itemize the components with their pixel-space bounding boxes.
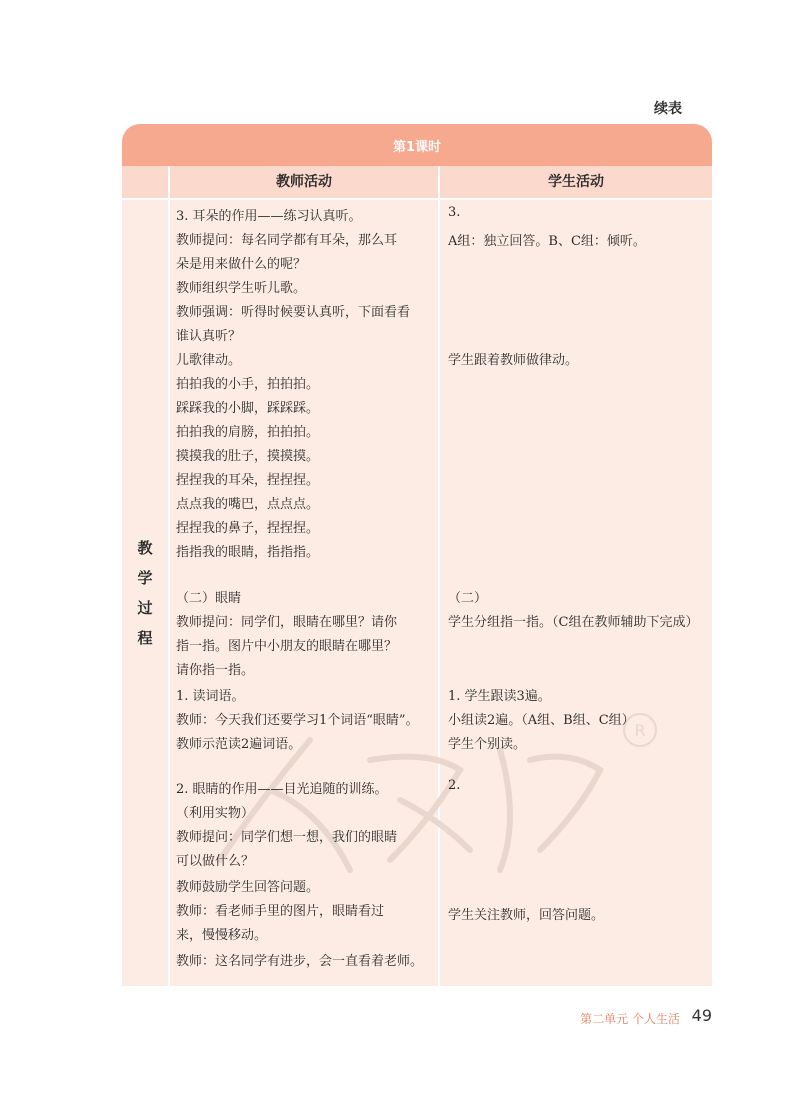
table-header-row [122,166,712,200]
phase-char: 教 [137,539,153,557]
header-teacher-activity: 教师活动 [276,174,332,190]
teacher-activity-line: 拍拍我的小手，拍拍拍。 [176,377,320,392]
student-activity-line: 学生关注教师，回答问题。 [448,908,605,923]
student-activity-line: 学生分组指一指。（C组在教师辅助下完成） [448,615,699,630]
teacher-activity-line: 来，慢慢移动。 [176,928,268,943]
teacher-activity-line: 指指我的眼睛，指指指。 [176,545,320,560]
header-student-activity: 学生活动 [548,174,604,190]
teacher-activity-line: 点点我的嘴巴，点点点。 [176,497,320,512]
phase-char: 过 [137,599,153,617]
teacher-activity-line: 朵是用来做什么的呢？ [176,257,307,272]
teacher-activity-line: 教师提问：同学们，眼睛在哪里？请你 [176,615,398,630]
column-divider [438,166,440,986]
teacher-activity-line: 摸摸我的肚子，摸摸摸。 [176,449,320,464]
student-activity-line: 小组读2遍。（A组、B组、C组） [448,713,635,728]
teacher-activity-line: 教师：今天我们还要学习1个词语“眼睛”。 [176,713,419,728]
teacher-activity-line: （利用实物） [176,806,255,821]
table-title-bar [122,124,712,166]
teacher-activity-line: 教师示范读2遍词语。 [176,737,302,752]
teacher-activity-line: 捏捏我的鼻子，捏捏捏。 [176,521,320,536]
column-divider [168,166,170,986]
student-activity-line: 1. 学生跟读3遍。 [448,689,551,704]
teacher-activity-line: 3. 耳朵的作用——练习认真听。 [176,209,362,224]
teacher-activity-line: 教师组织学生听儿歌。 [176,281,307,296]
footer-unit: 第二单元 个人生活 [580,1012,680,1026]
phase-char: 学 [137,569,153,587]
teacher-activity-line: 儿歌律动。 [176,353,242,368]
teacher-activity-line: 拍拍我的肩膀，拍拍拍。 [176,425,320,440]
teacher-activity-line: 可以做什么？ [176,854,255,869]
table-title: 第1课时 [392,139,442,155]
student-activity-line: 学生个别读。 [448,737,527,752]
phase-char: 程 [137,629,153,647]
continued-label: 续表 [654,101,682,117]
teacher-activity-line: 1. 读词语。 [176,689,245,704]
teacher-activity-line: 踩踩我的小脚，踩踩踩。 [176,401,320,416]
student-activity-line: 3. [448,205,461,220]
teacher-activity-line: 指一指。图片中小朋友的眼睛在哪里？ [176,639,398,654]
teacher-activity-line: 捏捏我的耳朵，捏捏捏。 [176,473,320,488]
page-number: 49 [691,1006,712,1025]
teacher-activity-line: （二）眼睛 [176,591,242,606]
teacher-activity-line: 教师鼓励学生回答问题。 [176,880,320,895]
student-activity-line: A组：独立回答。B、C组：倾听。 [448,234,646,249]
student-activity-line: 学生跟着教师做律动。 [448,353,579,368]
teacher-activity-line: 教师强调：听得时候要认真听，下面看看 [176,305,411,320]
student-activity-line: （二） [448,591,488,606]
teacher-activity-line: 请你指一指。 [176,663,255,678]
teacher-activity-line: 教师：看老师手里的图片，眼睛看过 [176,904,385,919]
teacher-activity-line: 教师提问：同学们想一想，我们的眼睛 [176,830,398,845]
student-activity-line: 2. [448,778,461,793]
phase-label [122,200,168,986]
teacher-activity-line: 教师提问：每名同学都有耳朵，那么耳 [176,233,398,248]
teacher-activity-line: 教师：这名同学有进步，会一直看着老师。 [176,954,424,969]
svg-text:R: R [634,721,646,740]
teacher-activity-line: 2. 眼睛的作用——目光追随的训练。 [176,782,388,797]
teacher-activity-line: 谁认真听？ [176,329,242,344]
